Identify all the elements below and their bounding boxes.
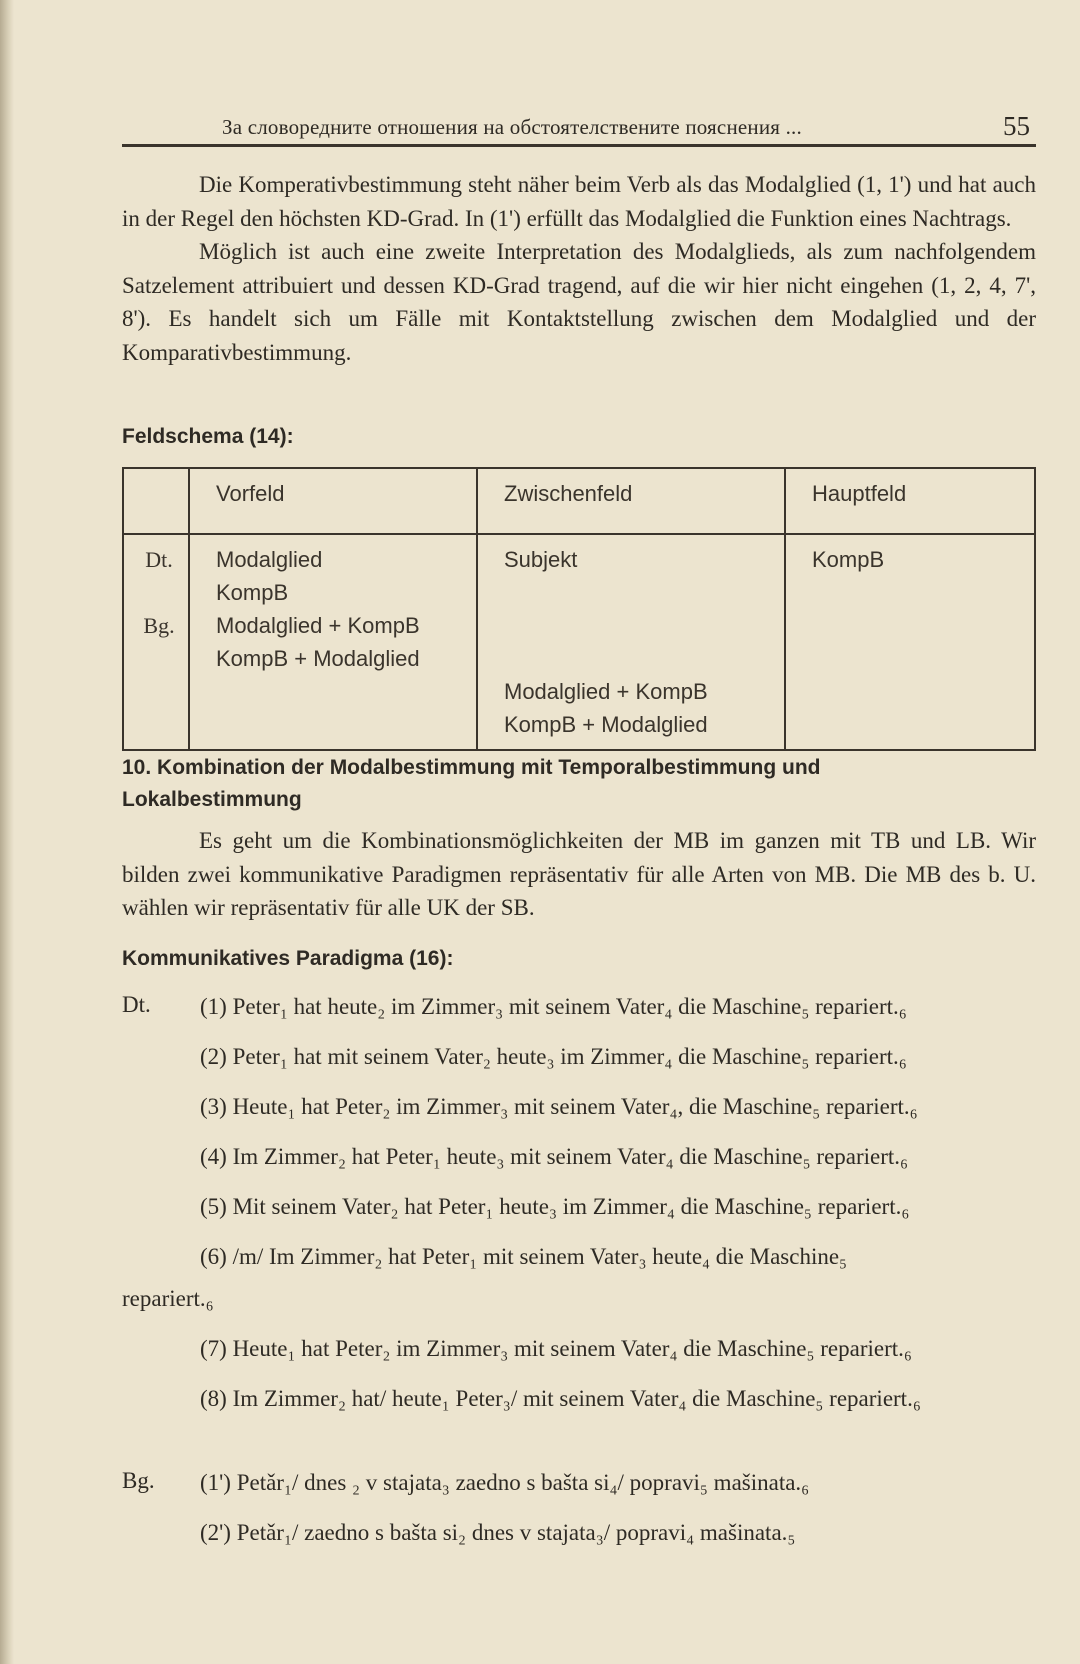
paradigm-examples <box>122 992 1036 1572</box>
example-sentence: (5) Mit seinem Vater₂ hat Peter₁ heute₃ im Zimmer₄ die Maschine₅ repariert.₆ <box>200 1194 910 1219</box>
example-sentence: (8) Im Zimmer₂ hat/ heute₁ Peter₃/ mit seinem Vater₄ die Maschine₅ repariert.₆ <box>200 1386 921 1411</box>
cell-line <box>140 576 178 609</box>
cell-line: Dt. <box>145 547 173 572</box>
paragraph: Die Komperativbestimmung steht näher beim Verb als das Modalglied (1, 1') und hat auch in der Regel den höchsten KD-Grad. In (1') erfüllt das Modalglied die Funktion eines Nachtrags. <box>122 172 1036 231</box>
field-schema-table <box>122 467 1036 751</box>
cell-line <box>812 642 1024 675</box>
example-sentence: (7) Heute₁ hat Peter₂ im Zimmer₃ mit seinem Vater₄ die Maschine₅ repariert.₆ <box>200 1336 912 1361</box>
example-sentence: (2') Petǎr₁/ zaedno s bašta si₂ dnes v stajata₃/ popravi₄ mašinata.₅ <box>200 1520 796 1545</box>
example-sentence: (1) Peter₁ hat heute₂ im Zimmer₃ mit seinem Vater₄ die Maschine₅ repariert.₆ <box>200 994 907 1019</box>
cell-line: KompB <box>216 580 289 605</box>
paragraph: Es geht um die Kombinationsmöglichkeiten der MB im ganzen mit TB und LB. Wir bilden zwei kommunikative Paradigmen repräsentativ für alle Arten von MB. Die MB des b. U. wählen wir repräsentativ für alle UK der SB. <box>122 828 1036 920</box>
example-sentence: (6) /m/ Im Zimmer₂ hat Peter₁ mit seinem Vater₃ heute₄ die Maschine₅ <box>200 1244 848 1269</box>
cell-line: KompB + Modalglied <box>216 646 420 671</box>
field-schema-caption: Feldschema (14): <box>122 425 294 448</box>
cell-line <box>812 708 1024 741</box>
book-spine-shadow <box>0 0 14 1664</box>
section-heading <box>122 752 1036 816</box>
section-heading-line: 10. Kombination der Modalbestimmung mit Temporalbestimmung und <box>122 756 821 779</box>
example-sentence: (2) Peter₁ hat mit seinem Vater₂ heute₃ im Zimmer₄ die Maschine₅ repariert.₆ <box>200 1044 907 1069</box>
table-header-cell: Hauptfeld <box>785 468 1035 534</box>
section-heading-line: Lokalbestimmung <box>122 788 302 811</box>
cell-line: Subjekt <box>504 547 578 572</box>
cell-line <box>216 675 466 708</box>
language-column <box>123 534 189 750</box>
section-body <box>122 824 1036 925</box>
cell-line: Modalglied <box>216 547 323 572</box>
body-text-top <box>122 168 1036 369</box>
cell-line <box>504 642 774 675</box>
paradigm-caption: Kommunikatives Paradigma (16): <box>122 947 454 970</box>
table-header-row <box>123 468 1035 534</box>
cell-line <box>812 675 1024 708</box>
cell-line: Modalglied + KompB <box>216 613 420 638</box>
cell-line <box>140 642 178 675</box>
running-head-title: За словоредните отношения на обстоятелствените пояснения ... <box>222 115 802 139</box>
language-label: Dt. <box>122 992 151 1017</box>
example-sentence: (1') Petǎr₁/ dnes ₂ v stajata₃ zaedno s bašta si₄/ popravi₅ mašinata.₆ <box>200 1470 810 1495</box>
cell-line <box>216 708 466 741</box>
cell-line <box>812 609 1024 642</box>
cell-line <box>504 576 774 609</box>
example-continuation: repariert.₆ <box>122 1286 214 1311</box>
table-header-cell: Zwischenfeld <box>477 468 785 534</box>
table-header-cell <box>123 468 189 534</box>
language-label: Bg. <box>122 1468 155 1493</box>
page-number: 55 <box>1003 111 1030 141</box>
cell-line <box>140 675 178 708</box>
cell-line <box>812 576 1024 609</box>
running-head <box>122 104 1036 147</box>
cell-line <box>140 708 178 741</box>
example-sentence: (4) Im Zimmer₂ hat Peter₁ heute₃ mit seinem Vater₄ die Maschine₅ repariert.₆ <box>200 1144 909 1169</box>
vorfeld-column <box>189 534 477 750</box>
cell-line: KompB + Modalglied <box>504 712 708 737</box>
table-header-cell: Vorfeld <box>189 468 477 534</box>
zwischenfeld-column <box>477 534 785 750</box>
paragraph: Möglich ist auch eine zweite Interpretation des Modalglieds, als zum nachfolgendem Satzelement attribuiert und dessen KD-Grad tragend, auf die wir hier nicht eingehen (1, 2, 4, 7', 8'). Es handelt sich um Fälle mit Kontaktstellung zwischen dem Modalglied und der Komparativbestimmung. <box>122 239 1036 365</box>
hauptfeld-column <box>785 534 1035 750</box>
example-sentence: (3) Heute₁ hat Peter₂ im Zimmer₃ mit seinem Vater₄, die Maschine₅ repariert.₆ <box>200 1094 918 1119</box>
table-row <box>123 534 1035 750</box>
cell-line: KompB <box>812 547 885 572</box>
cell-line: Modalglied + KompB <box>504 679 708 704</box>
cell-line <box>504 609 774 642</box>
cell-line: Bg. <box>143 613 175 638</box>
